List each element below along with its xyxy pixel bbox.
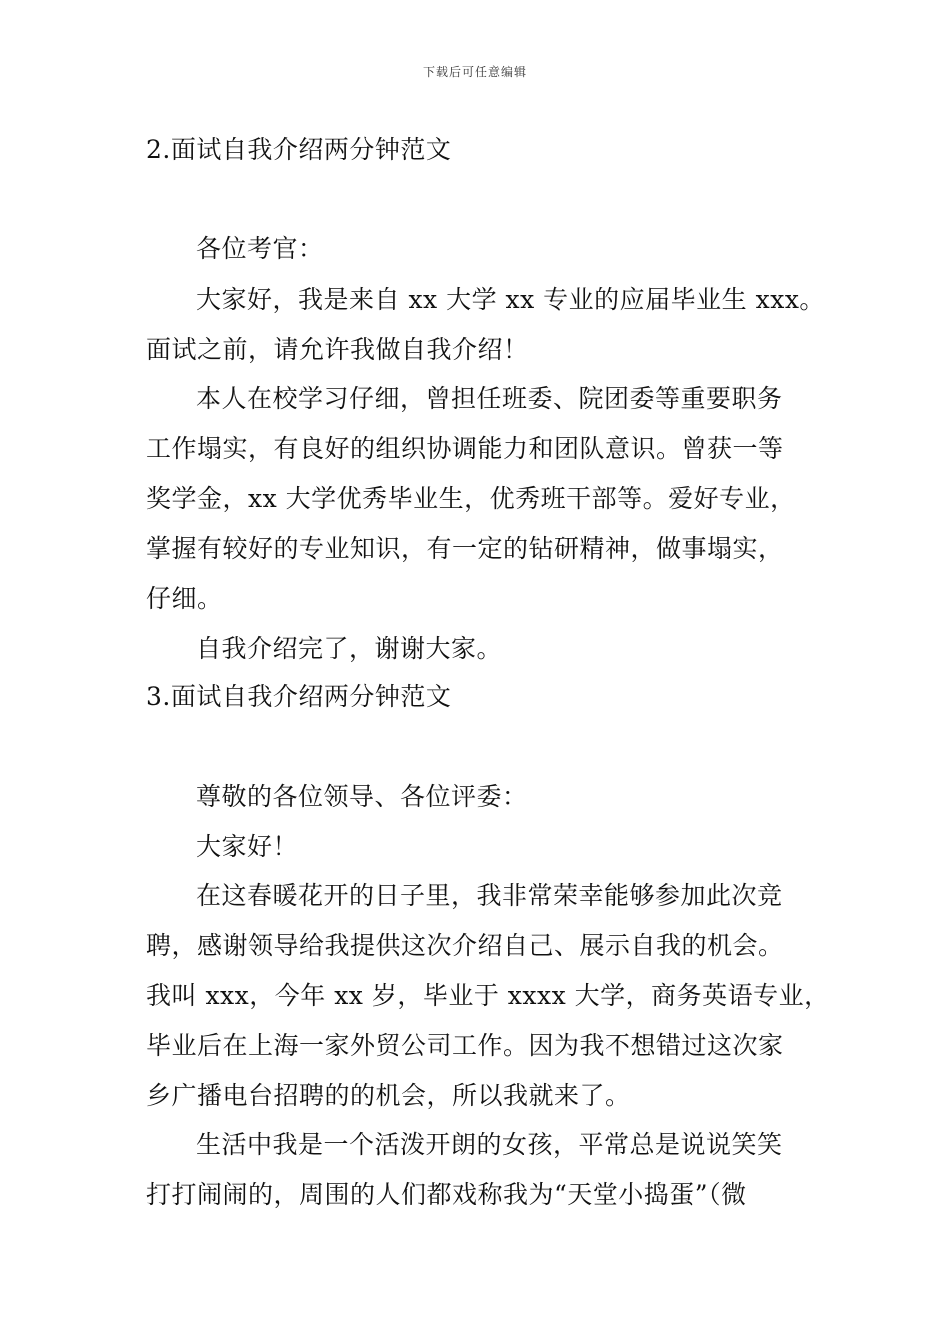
paragraph-line: 工作塌实，有良好的组织协调能力和团队意识。曾获一等 <box>146 434 784 463</box>
paragraph-line: 打打闹闹的，周围的人们都戏称我为“天堂小捣蛋”（微 <box>146 1180 747 1209</box>
paragraph-line: 大家好，我是来自 xx 大学 xx 专业的应届毕业生 xxx。 <box>196 285 825 314</box>
page-header-note: 下载后可任意编辑 <box>422 65 527 79</box>
salutation-line: 尊敬的各位领导、各位评委： <box>196 782 528 811</box>
salutation-line: 各位考官： <box>196 234 324 263</box>
paragraph-line: 生活中我是一个活泼开朗的女孩，平常总是说说笑笑 <box>196 1130 783 1159</box>
paragraph-line: 毕业后在上海一家外贸公司工作。因为我不想错过这次家 <box>146 1031 784 1060</box>
paragraph-line: 聘，感谢领导给我提供这次介绍自己、展示自我的机会。 <box>146 931 784 960</box>
paragraph-line: 在这春暖花开的日子里，我非常荣幸能够参加此次竞 <box>196 881 783 910</box>
paragraph-line: 本人在校学习仔细，曾担任班委、院团委等重要职务 <box>196 384 783 413</box>
paragraph-line: 我叫 xxx，今年 xx 岁，毕业于 xxxx 大学，商务英语专业， <box>146 981 830 1010</box>
greeting-line: 大家好！ <box>196 832 299 861</box>
paragraph-line: 乡广播电台招聘的的机会，所以我就来了。 <box>146 1081 631 1110</box>
paragraph-line: 面试之前，请允许我做自我介绍！ <box>146 335 529 364</box>
paragraph-line: 掌握有较好的专业知识，有一定的钻研精神，做事塌实， <box>146 534 784 563</box>
section-3-heading: 3.面试自我介绍两分钟范文 <box>146 682 452 711</box>
paragraph-line: 奖学金，xx 大学优秀毕业生，优秀班干部等。爱好专业， <box>146 484 796 513</box>
section-2-heading: 2.面试自我介绍两分钟范文 <box>146 135 452 164</box>
paragraph-line: 自我介绍完了，谢谢大家。 <box>196 634 503 663</box>
paragraph-line: 仔细。 <box>146 584 223 613</box>
